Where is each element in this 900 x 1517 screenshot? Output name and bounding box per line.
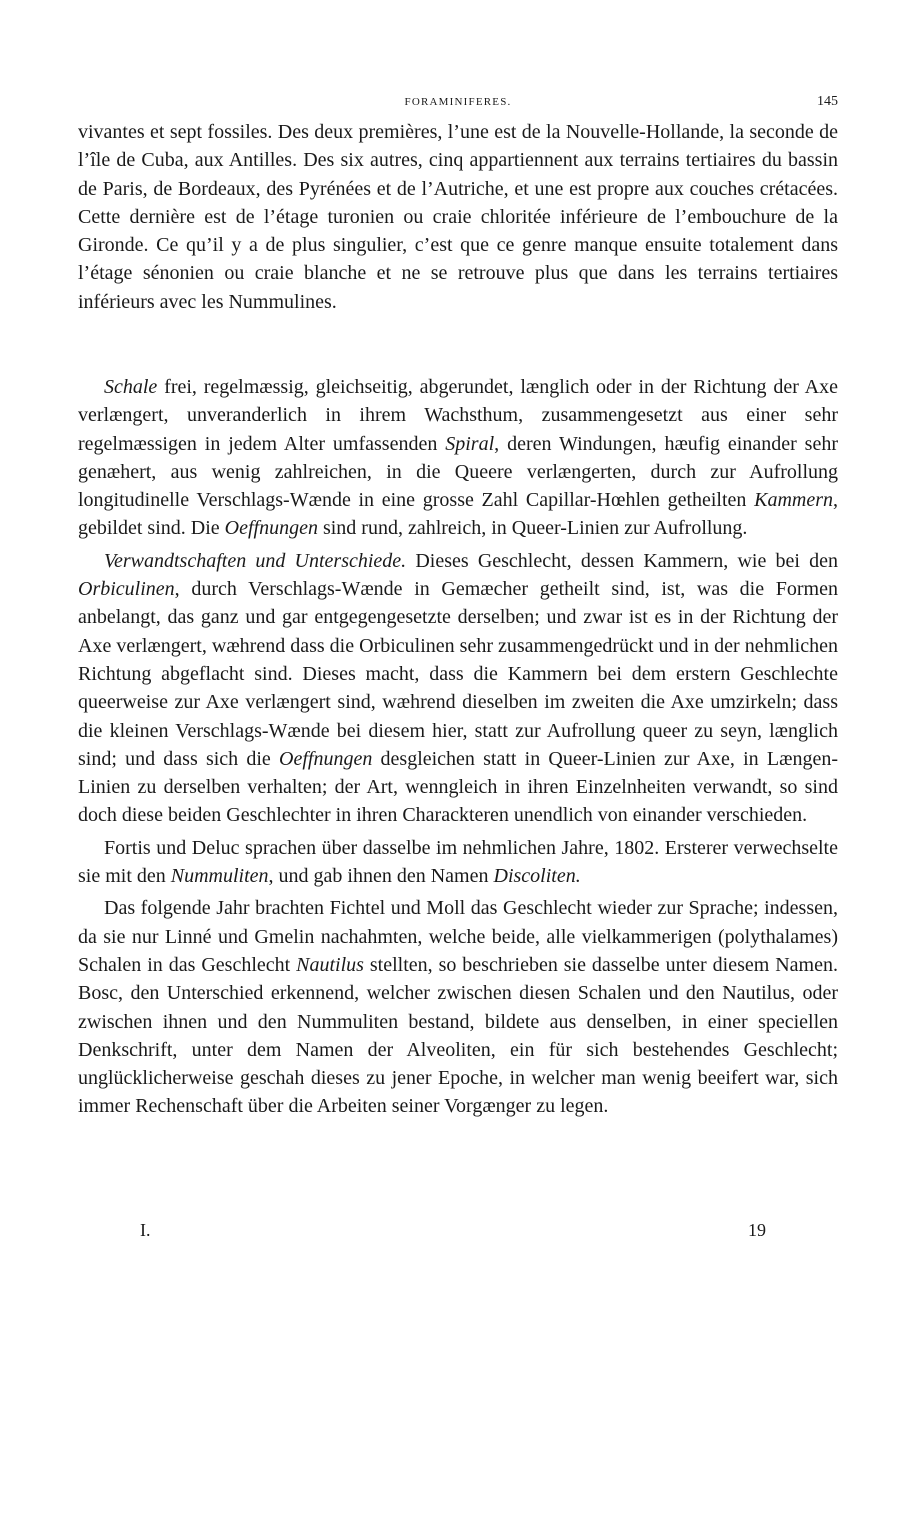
french-paragraph-block: [78, 118, 838, 316]
page-footer: [140, 1220, 766, 1244]
schale-paragraph: Schale frei, regelmæssig, gleichseitig, abgerundet, længlich oder in der Richtung der Axe verlængert, unveranderlich in ihrem Wachsthum, zusammengesetzt aus einer sehr regelmæssigen in jedem Alter umfassenden Spiral, deren Windungen, hæufig einander sehr genæhert, aus wenig zahlreichen, in die Queere verlængerten, durch zur Aufrollung longitudinelle Verschlags-Wænde in eine grosse Zahl Capillar-Hœhlen getheilten Kammern, gebildet sind. Die Oeffnungen sind rund, zahlreich, in Queer-Linien zur Aufrollung.: [78, 376, 838, 540]
page-header: [78, 94, 838, 114]
signature-mark: I.: [140, 1220, 151, 1240]
sheet-number: 19: [748, 1220, 766, 1240]
page-number: 145: [817, 94, 838, 109]
running-title: FORAMINIFERES.: [404, 96, 512, 108]
verwandtschaften-paragraph: Verwandtschaften und Unterschiede. Dieses Geschlecht, dessen Kammern, wie bei den Orbiculinen, durch Verschlags-Wænde in Gemæcher getheilt sind, ist, was die Formen anbelangt, das ganz und gar entgegengesetzte derselben; und zwar ist es in der Richtung der Axe verlængert, wæhrend dass die Orbiculinen sehr zusammengedrückt und in der nehmlichen Richtung abgeflacht sind. Dieses macht, dass die Kammern bei dem erstern Geschlechte queerweise zur Axe verlængert sind, wæhrend dieselben im zweiten die Axe umzirkeln; dass die kleinen Verschlags-Wænde bei diesem hier, statt zur Aufrollung queer zu seyn, længlich sind; und dass sich die Oeffnungen desgleichen statt in Queer-Linien zur Axe, in Længen-Linien zu derselben verhalten; der Art, wenngleich in ihren Einzelnheiten verwandt, so sind doch diese beiden Geschlechter in ihren Charackteren unendlich von einander verschieden.: [78, 549, 838, 827]
german-text-block: [78, 373, 838, 1121]
fortis-paragraph: Fortis und Deluc sprachen über dasselbe im nehmlichen Jahre, 1802. Ersterer verwechselte sie mit den Nummuliten, und gab ihnen den Namen Discoliten.: [78, 836, 838, 888]
french-paragraph: vivantes et sept fossiles. Des deux premières, l’une est de la Nouvelle-Hollande, la seconde de l’île de Cuba, aux Antilles. Des six autres, cinq appartiennent aux terrains tertiaires du bassin de Paris, de Bordeaux, des Pyrénées et de l’Autriche, et une est propre aux couches crétacées. Cette dernière est de l’étage turonien ou craie chloritée inférieure de l’embouchure de la Gironde. Ce qu’il y a de plus singulier, c’est que ce genre manque ensuite totalement dans l’étage sénonien ou craie blanche et ne se retrouve plus que dans les terrains tertiaires inférieurs avec les Nummulines.: [78, 121, 838, 313]
schale-label: Schale: [104, 376, 158, 398]
folgende-jahr-paragraph: Das folgende Jahr brachten Fichtel und Moll das Geschlecht wieder zur Sprache; indessen, da sie nur Linné und Gmelin nachahmten, welche beide, alle vielkammerigen (polythalames) Schalen in das Geschlecht Nautilus stellten, so beschrieben sie dasselbe unter diesem Namen. Bosc, den Unterschied erkennend, welcher zwischen diesen Schalen und den Nautilus, oder zwischen ihnen und den Nummuliten bestand, bildete aus denselben, in einer speciellen Denkschrift, unter dem Namen der Alveoliten, ein für sich bestehendes Geschlecht; unglücklicherweise geschah dieses zu jener Epoche, in welcher man wenig beeifert war, sich immer Rechenschaft über die Arbeiten seiner Vorgænger zu legen.: [78, 897, 838, 1118]
verwandtschaften-label: Verwandtschaften und Unterschiede.: [104, 549, 407, 572]
